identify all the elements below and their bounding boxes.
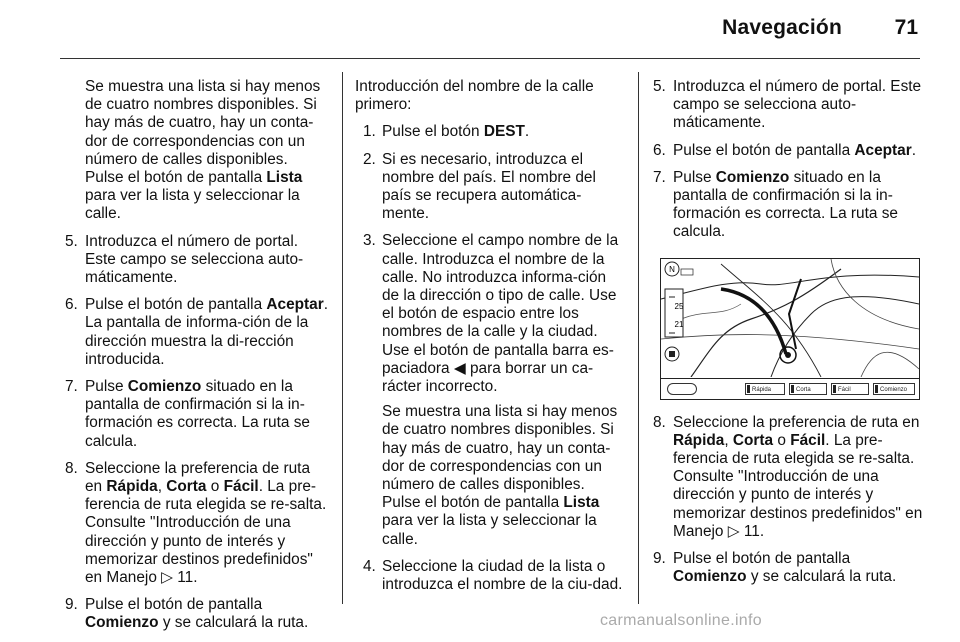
svg-text:25: 25 (674, 301, 684, 311)
step-text: Introduzca el número de portal. Este campo se selecciona auto-máticamente. (85, 232, 304, 287)
page-number: 71 (894, 16, 918, 39)
step-number: 8. (65, 459, 78, 477)
step-number: 5. (653, 78, 666, 95)
step-number: 2. (363, 150, 376, 168)
step-number: 5. (65, 232, 78, 250)
list-item (355, 123, 627, 141)
list-item (355, 151, 627, 224)
page-header (0, 0, 960, 58)
step-number: 8. (653, 413, 666, 431)
step-number: 6. (65, 296, 78, 314)
list-item (355, 558, 627, 594)
column-divider (638, 72, 639, 604)
list-item (62, 378, 330, 451)
car-icon (667, 383, 697, 395)
header-rule (60, 58, 920, 59)
column-middle (355, 78, 627, 603)
step-number: 9. (65, 596, 78, 614)
column-left (62, 78, 330, 642)
step-text: Pulse el botón DEST. (382, 123, 530, 141)
svg-text:21: 21 (674, 319, 684, 329)
map-graphic (661, 259, 919, 377)
button-label: Comienzo (880, 386, 908, 393)
route-start-button[interactable] (873, 383, 915, 395)
list-item (62, 296, 330, 369)
column-divider (342, 72, 343, 604)
step-text: Pulse Comienzo situado en la pantalla de confirmación si la in-formación es correcta. La ruta se calcula. (673, 168, 898, 241)
step-text: Pulse Comienzo situado en la pantalla de confirmación si la in-formación es correcta. La ruta se calcula. (85, 378, 310, 450)
watermark: carmanualsonline.info (600, 612, 762, 629)
step-text: Pulse el botón de pantalla Comienzo y se calculará la ruta. (85, 596, 309, 632)
step-number: 9. (653, 550, 666, 568)
step-number: 6. (653, 141, 666, 159)
navigation-map-screen (660, 258, 920, 400)
step-number: 1. (363, 123, 376, 141)
continuation-paragraph: Se muestra una lista si hay menos de cuatro nombres disponibles. Si hay más de cuatro, hay un conta-dor de correspondencias con un número de calles disponibles. Pulse el botón de pantalla Lista para ver la lista y seleccionar la calle. (85, 78, 321, 223)
step-text: Pulse el botón de pantalla Aceptar. La pantalla de informa-ción de la dirección muestra la di-rección introducida. (85, 296, 328, 368)
continuation-paragraph: Se muestra una lista si hay menos de cuatro nombres disponibles. Si hay más de cuatro, hay un conta-dor de correspondencias con un número de calles disponibles. Pulse el botón de pantalla Lista para ver la lista y seleccionar la calle. (382, 403, 618, 548)
route-option-bar (661, 378, 919, 399)
page-title: Navegación (722, 16, 842, 39)
button-label: Fácil (838, 386, 851, 393)
list-item (650, 550, 926, 586)
list-item (650, 142, 926, 160)
step-number: 7. (653, 168, 666, 186)
list-item (650, 78, 926, 133)
list-item (650, 169, 926, 242)
step-text: Si es necesario, introduzca el nombre del país. El nombre del país se recupera automática-mente. (382, 150, 596, 223)
svg-text:N: N (669, 264, 675, 274)
list-item (62, 233, 330, 288)
step-text: Seleccione la preferencia de ruta en Rápida, Corta o Fácil. La pre-ferencia de ruta elegida se re-salta. Consulte "Introducción de una dirección y punto de interés y memorizar destinos predefinidos" en Manejo ▷ 11. (673, 413, 923, 540)
list-item (650, 414, 926, 541)
step-text: Pulse el botón de pantalla Comienzo y se calculará la ruta. (673, 550, 897, 586)
list-item (62, 596, 330, 632)
section-intro: Introducción del nombre de la calle primero: (355, 78, 594, 114)
step-number: 4. (363, 557, 376, 575)
list-item (355, 232, 627, 396)
step-text: Pulse el botón de pantalla Aceptar. (673, 141, 916, 159)
step-number: 3. (363, 232, 376, 250)
button-label: Corta (796, 386, 811, 393)
step-text: Seleccione la preferencia de ruta en Rápida, Corta o Fácil. La pre-ferencia de ruta elegida se re-salta. Consulte "Introducción de una dirección y punto de interés y memorizar destinos predefinidos" en Manejo ▷ 11. (85, 459, 327, 587)
step-text: Introduzca el número de portal. Este campo se selecciona auto-máticamente. (673, 78, 922, 132)
route-short-button[interactable] (789, 383, 827, 395)
step-number: 7. (65, 378, 78, 396)
list-item (62, 460, 330, 587)
button-label: Rápida (752, 386, 772, 393)
column-right (650, 78, 926, 595)
route-fast-button[interactable] (745, 383, 785, 395)
step-text: Seleccione el campo nombre de la calle. Introduzca el nombre de la calle. No introduzca informa-ción de la dirección o tipo de calle. Use el botón de espacio entre los nombres de la calle y la ciudad. Use el botón de pantalla barra es-paciadora ◀ para borrar un ca-rácter incorrecto. (382, 232, 619, 396)
route-easy-button[interactable] (831, 383, 869, 395)
step-list (62, 233, 330, 633)
step-text: Seleccione la ciudad de la lista o introduzca el nombre de la ciu-dad. (382, 557, 623, 594)
